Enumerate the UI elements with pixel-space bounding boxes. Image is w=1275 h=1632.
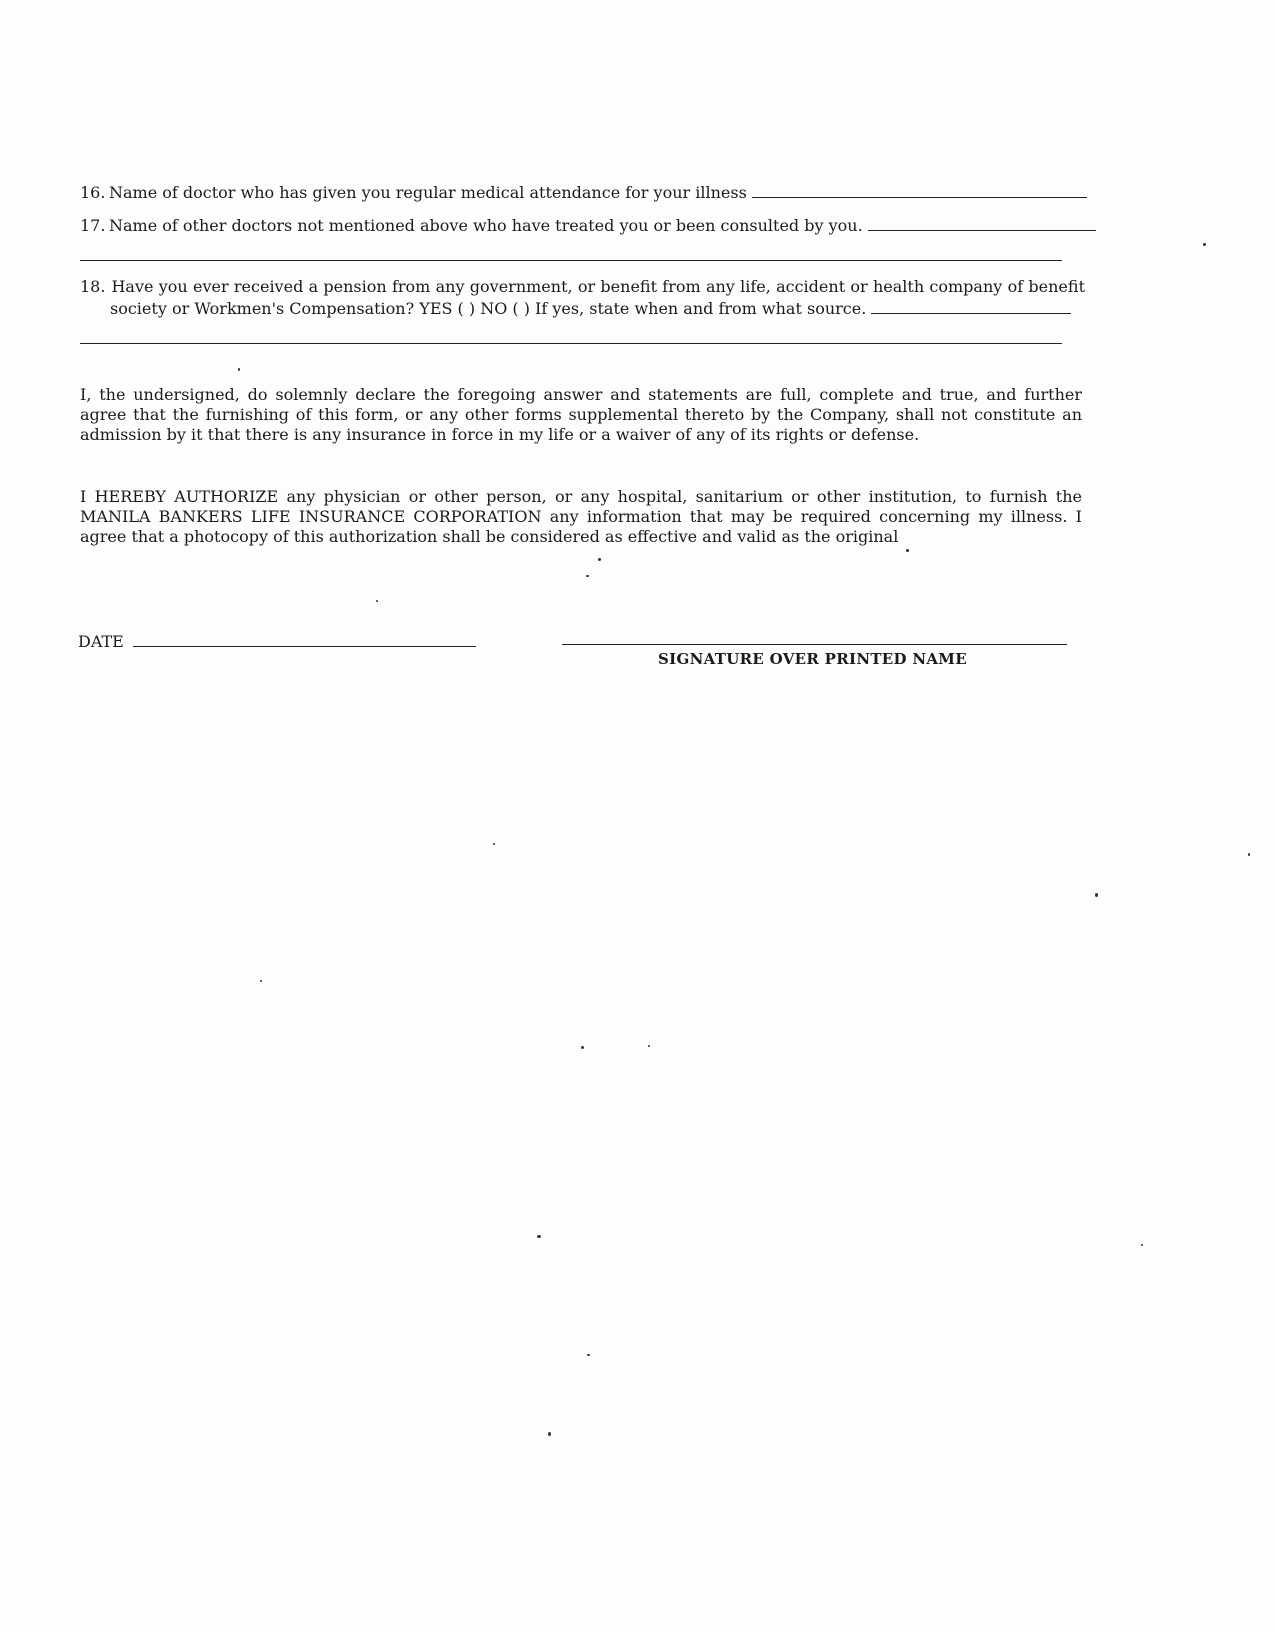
signature-line[interactable] [562, 644, 1067, 645]
scan-speck [1141, 1244, 1143, 1246]
scan-speck [586, 575, 589, 577]
question-18-line-1 [80, 276, 1085, 298]
scan-speck [581, 1046, 584, 1049]
scan-speck [598, 558, 601, 561]
question-18-answer-line-2[interactable] [80, 343, 1062, 344]
scan-speck [548, 1432, 551, 1436]
scan-speck [376, 600, 378, 602]
question-17-answer-field[interactable] [868, 216, 1096, 231]
scan-speck [493, 843, 495, 845]
scan-speck [238, 368, 240, 371]
question-18-answer-field[interactable] [871, 299, 1071, 314]
date-label: DATE [78, 632, 124, 651]
question-17-number: 17. [80, 216, 106, 235]
question-18-line-2 [80, 298, 1085, 320]
scan-speck [1203, 243, 1206, 246]
authorization-paragraph: I HEREBY AUTHORIZE any physician or other person, or any hospital, sanitarium or other institution, to furnish the MANILA BANKERS LIFE INSURANCE CORPORATION any information that may be required concerning my illness. I agree that a photocopy of this authorization shall be considered as effective and valid as the original [80, 487, 1082, 546]
question-18 [80, 276, 1085, 320]
scan-speck [537, 1235, 541, 1238]
scan-speck [260, 980, 262, 982]
question-16-text: Name of doctor who has given you regular medical attendance for your illness [109, 183, 747, 202]
scan-speck [648, 1045, 650, 1047]
question-17 [80, 216, 1096, 235]
scan-speck [587, 1354, 590, 1356]
scan-speck [1248, 853, 1250, 856]
question-16-answer-field[interactable] [752, 183, 1087, 198]
signature-label: SIGNATURE OVER PRINTED NAME [658, 650, 967, 668]
scan-speck [906, 549, 909, 552]
question-17-answer-line-2[interactable] [80, 260, 1062, 261]
question-16-number: 16. [80, 183, 106, 202]
date-field[interactable] [133, 632, 476, 647]
question-17-text: Name of other doctors not mentioned above who have treated you or been consulted by you. [109, 216, 863, 235]
declaration-paragraph: I, the undersigned, do solemnly declare the foregoing answer and statements are full, complete and true, and further agree that the furnishing of this form, or any other forms supplemental thereto by the Company, shall not constitute an admission by it that there is any insurance in force in my life or a waiver of any of its rights or defense. [80, 385, 1082, 444]
question-18-number: 18. [80, 277, 106, 296]
scan-speck [1095, 893, 1098, 897]
question-18-text-line-2: society or Workmen's Compensation? YES ( ) NO ( ) If yes, state when and from what source. [110, 299, 867, 318]
date-block [78, 632, 476, 651]
question-16 [80, 183, 1087, 202]
question-18-text-line-1: Have you ever received a pension from any government, or benefit from any life, accident or health company of benefit [111, 277, 1085, 296]
